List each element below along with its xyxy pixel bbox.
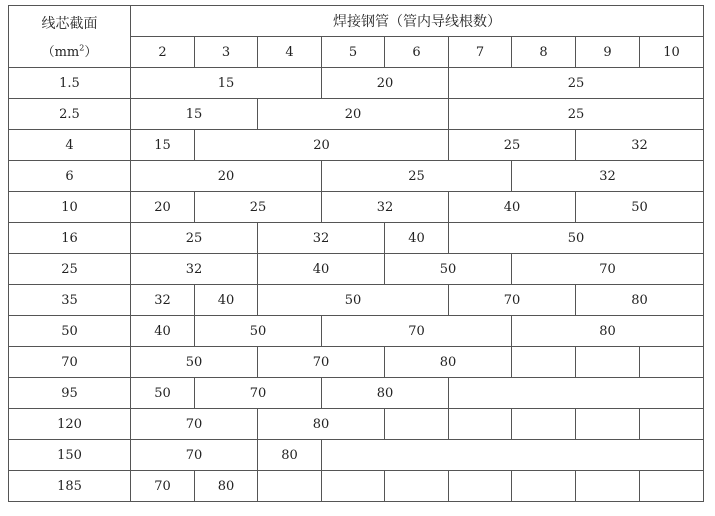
table-row xyxy=(9,130,704,161)
empty-cell xyxy=(512,347,576,378)
wire-count-header-2: 2 xyxy=(131,37,195,68)
section-header-label: 线芯截面 xyxy=(41,16,98,32)
wire-count-header-3: 3 xyxy=(195,37,258,68)
pipe-size-cell: 20 xyxy=(322,68,449,99)
pipe-size-cell: 80 xyxy=(576,285,704,316)
pipe-size-cell: 70 xyxy=(131,440,258,471)
section-size-cell: 4 xyxy=(9,130,131,161)
pipe-size-cell: 25 xyxy=(449,130,576,161)
table-row xyxy=(9,223,704,254)
pipe-size-cell: 80 xyxy=(322,378,449,409)
empty-cell xyxy=(640,347,704,378)
empty-cell xyxy=(576,471,640,502)
pipe-size-cell: 32 xyxy=(576,130,704,161)
pipe-size-cell: 20 xyxy=(131,161,322,192)
wire-count-header-6: 6 xyxy=(385,37,449,68)
empty-cell xyxy=(640,471,704,502)
pipe-size-cell: 40 xyxy=(195,285,258,316)
wire-count-header-9: 9 xyxy=(576,37,640,68)
pipe-size-cell: 32 xyxy=(258,223,385,254)
pipe-size-cell: 50 xyxy=(131,378,195,409)
section-size-cell: 70 xyxy=(9,347,131,378)
empty-cell xyxy=(385,409,449,440)
wire-count-header-5: 5 xyxy=(322,37,385,68)
pipe-size-cell: 25 xyxy=(322,161,512,192)
pipe-size-cell: 25 xyxy=(449,99,704,130)
empty-cell xyxy=(258,471,322,502)
empty-cell xyxy=(449,471,512,502)
table-row xyxy=(9,285,704,316)
pipe-size-cell: 40 xyxy=(131,316,195,347)
table-row xyxy=(9,192,704,223)
pipe-size-cell: 20 xyxy=(131,192,195,223)
pipe-size-cell: 70 xyxy=(258,347,385,378)
pipe-size-cell: 15 xyxy=(131,130,195,161)
table-row xyxy=(9,347,704,378)
section-unit-label xyxy=(9,41,130,60)
pipe-size-cell: 20 xyxy=(195,130,449,161)
pipe-size-cell: 32 xyxy=(322,192,449,223)
pipe-size-cell: 40 xyxy=(385,223,449,254)
header-row-top xyxy=(9,6,704,37)
section-size-cell: 50 xyxy=(9,316,131,347)
empty-cell xyxy=(449,409,512,440)
section-size-cell: 6 xyxy=(9,161,131,192)
wire-count-header-7: 7 xyxy=(449,37,512,68)
unit-prefix: （mm xyxy=(41,45,80,60)
section-size-cell: 35 xyxy=(9,285,131,316)
table-row xyxy=(9,316,704,347)
pipe-size-cell: 70 xyxy=(195,378,322,409)
wire-count-header-8: 8 xyxy=(512,37,576,68)
pipe-size-cell: 32 xyxy=(131,254,258,285)
table-body xyxy=(9,6,704,502)
empty-cell xyxy=(449,378,704,409)
unit-superscript: 2 xyxy=(79,43,85,53)
empty-cell xyxy=(640,409,704,440)
table-row xyxy=(9,378,704,409)
section-size-cell: 1.5 xyxy=(9,68,131,99)
table-row xyxy=(9,99,704,130)
section-header-cell xyxy=(9,6,131,68)
pipe-size-cell: 80 xyxy=(512,316,704,347)
table-row xyxy=(9,471,704,502)
pipe-size-cell: 70 xyxy=(131,409,258,440)
table-row xyxy=(9,68,704,99)
empty-cell xyxy=(322,440,704,471)
table-row xyxy=(9,254,704,285)
table-row xyxy=(9,161,704,192)
pipe-size-cell: 70 xyxy=(131,471,195,502)
table-row xyxy=(9,409,704,440)
pipe-size-cell: 50 xyxy=(385,254,512,285)
pipe-size-cell: 50 xyxy=(258,285,449,316)
pipe-size-cell: 80 xyxy=(195,471,258,502)
pipe-size-cell: 80 xyxy=(385,347,512,378)
pipe-size-cell: 50 xyxy=(131,347,258,378)
pipe-size-cell: 32 xyxy=(131,285,195,316)
pipe-size-cell: 70 xyxy=(449,285,576,316)
pipe-size-cell: 15 xyxy=(131,68,322,99)
pipe-size-table-container xyxy=(8,5,704,502)
pipe-size-cell: 50 xyxy=(576,192,704,223)
section-size-cell: 25 xyxy=(9,254,131,285)
group-title-cell: 焊接钢管（管内导线根数） xyxy=(131,6,704,37)
wire-count-header-4: 4 xyxy=(258,37,322,68)
pipe-size-cell: 25 xyxy=(195,192,322,223)
pipe-size-cell: 40 xyxy=(449,192,576,223)
section-size-cell: 120 xyxy=(9,409,131,440)
empty-cell xyxy=(576,347,640,378)
table-row xyxy=(9,440,704,471)
section-size-cell: 16 xyxy=(9,223,131,254)
section-size-cell: 185 xyxy=(9,471,131,502)
wire-count-header-10: 10 xyxy=(640,37,704,68)
section-size-cell: 150 xyxy=(9,440,131,471)
pipe-size-cell: 50 xyxy=(449,223,704,254)
empty-cell xyxy=(576,409,640,440)
pipe-size-table xyxy=(8,5,704,502)
pipe-size-cell: 70 xyxy=(512,254,704,285)
pipe-size-cell: 80 xyxy=(258,409,385,440)
section-size-cell: 95 xyxy=(9,378,131,409)
empty-cell xyxy=(322,471,385,502)
pipe-size-cell: 80 xyxy=(258,440,322,471)
empty-cell xyxy=(385,471,449,502)
pipe-size-cell: 70 xyxy=(322,316,512,347)
pipe-size-cell: 50 xyxy=(195,316,322,347)
section-size-cell: 2.5 xyxy=(9,99,131,130)
section-size-cell: 10 xyxy=(9,192,131,223)
pipe-size-cell: 25 xyxy=(449,68,704,99)
unit-suffix: ） xyxy=(84,45,98,60)
empty-cell xyxy=(512,409,576,440)
pipe-size-cell: 40 xyxy=(258,254,385,285)
pipe-size-cell: 15 xyxy=(131,99,258,130)
empty-cell xyxy=(512,471,576,502)
pipe-size-cell: 32 xyxy=(512,161,704,192)
pipe-size-cell: 25 xyxy=(131,223,258,254)
pipe-size-cell: 20 xyxy=(258,99,449,130)
